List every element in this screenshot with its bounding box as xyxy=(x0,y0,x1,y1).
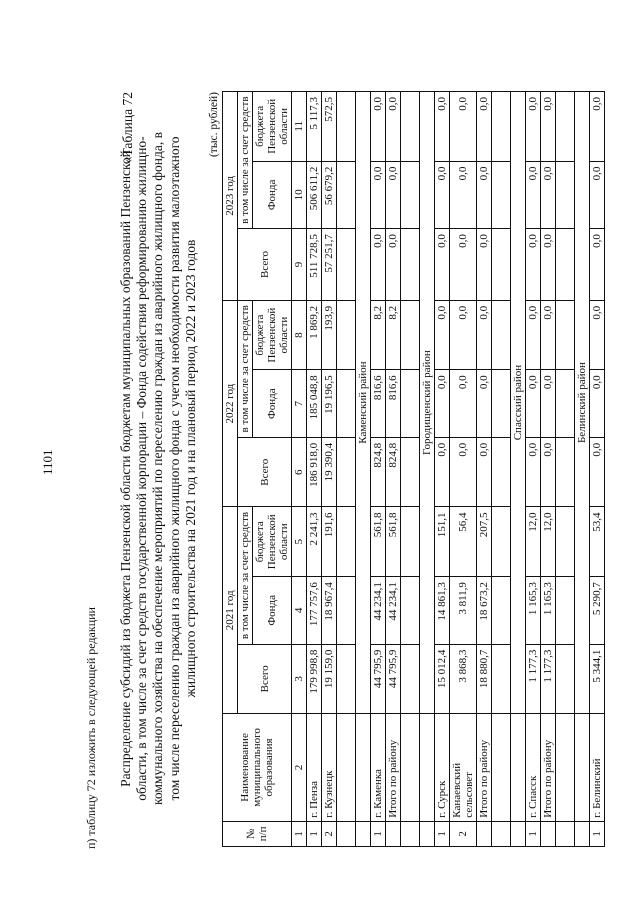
separator-row xyxy=(492,92,511,847)
empty-cell xyxy=(420,714,435,822)
value-cell: 18 880,7 xyxy=(477,644,492,714)
value-cell: 5 344,1 xyxy=(590,644,605,714)
empty-cell xyxy=(337,577,356,644)
row-number: 2 xyxy=(450,821,477,846)
value-cell: 186 918,0 xyxy=(307,437,322,507)
value-cell: 0,0 xyxy=(450,370,477,437)
empty-cell xyxy=(492,161,511,228)
value-cell: 0,0 xyxy=(541,161,556,228)
value-cell: 191,6 xyxy=(322,507,337,577)
empty-cell xyxy=(401,370,420,437)
value-cell: 0,0 xyxy=(526,300,541,370)
value-cell: 0,0 xyxy=(590,300,605,370)
value-cell: 12,0 xyxy=(541,507,556,577)
header-year-2023: 2023 год xyxy=(223,92,238,301)
value-cell: 511 728,5 xyxy=(307,229,322,301)
empty-cell xyxy=(492,229,511,301)
header-fund: Фонда xyxy=(253,161,292,228)
header-total: Всего xyxy=(238,229,292,301)
separator-row xyxy=(556,92,575,847)
empty-cell xyxy=(401,644,420,714)
value-cell: 5 117,3 xyxy=(307,92,322,162)
table-row xyxy=(371,92,386,847)
value-cell: 18 673,2 xyxy=(477,577,492,644)
column-number: 1 xyxy=(292,821,307,846)
value-cell: 0,0 xyxy=(541,370,556,437)
units-label: (тыс. рублей) xyxy=(208,92,220,158)
value-cell: 0,0 xyxy=(450,300,477,370)
municipality-name: г. Пенза xyxy=(307,714,322,822)
value-cell: 0,0 xyxy=(435,300,450,370)
value-cell: 0,0 xyxy=(477,437,492,507)
value-cell: 12,0 xyxy=(526,507,541,577)
value-cell: 0,0 xyxy=(450,92,477,162)
value-cell: 0,0 xyxy=(590,229,605,301)
empty-cell xyxy=(401,821,420,846)
region-header-row xyxy=(575,92,590,847)
table-row xyxy=(435,92,450,847)
table-row xyxy=(450,92,477,847)
row-number: 2 xyxy=(322,821,337,846)
value-cell: 0,0 xyxy=(371,229,386,301)
value-cell: 0,0 xyxy=(541,437,556,507)
row-number: 1 xyxy=(590,821,605,846)
column-number: 8 xyxy=(292,300,307,370)
empty-cell xyxy=(556,714,575,822)
value-cell: 3 811,9 xyxy=(450,577,477,644)
value-cell: 0,0 xyxy=(435,92,450,162)
value-cell: 0,0 xyxy=(590,92,605,162)
empty-cell xyxy=(556,577,575,644)
value-cell: 19 159,0 xyxy=(322,644,337,714)
empty-cell xyxy=(511,714,526,822)
value-cell: 0,0 xyxy=(450,161,477,228)
empty-cell xyxy=(492,370,511,437)
municipality-name: Канаевский сельсовет xyxy=(450,714,477,822)
value-cell: 0,0 xyxy=(371,92,386,162)
value-cell: 0,0 xyxy=(450,229,477,301)
title-line: жилищного строительства на 2021 год и на плановый период 2022 и 2023 годов xyxy=(182,239,198,698)
value-cell: 0,0 xyxy=(371,161,386,228)
empty-cell xyxy=(556,821,575,846)
municipality-name: г. Спасск xyxy=(526,714,541,822)
value-cell: 53,4 xyxy=(590,507,605,577)
table-row xyxy=(386,92,401,847)
header-total: Всего xyxy=(238,644,292,714)
municipality-name: г. Кузнецк xyxy=(322,714,337,822)
empty-cell xyxy=(575,821,590,846)
table-row xyxy=(322,92,337,847)
empty-cell xyxy=(337,821,356,846)
empty-cell xyxy=(556,370,575,437)
table-label: «Таблица 72 xyxy=(120,92,135,164)
value-cell: 19 390,4 xyxy=(322,437,337,507)
header-no: № п/п xyxy=(223,821,292,846)
column-number: 6 xyxy=(292,437,307,507)
value-cell: 19 196,5 xyxy=(322,370,337,437)
empty-cell xyxy=(492,644,511,714)
empty-cell xyxy=(337,714,356,822)
value-cell: 207,5 xyxy=(477,507,492,577)
value-cell: 0,0 xyxy=(435,229,450,301)
empty-cell xyxy=(492,437,511,507)
value-cell: 5 290,7 xyxy=(590,577,605,644)
municipality-name: г. Белинский xyxy=(590,714,605,822)
empty-cell xyxy=(492,577,511,644)
value-cell: 193,9 xyxy=(322,300,337,370)
title-line: Распределение субсидий из бюджета Пензенской области бюджетам муниципальных образований Пензенской xyxy=(118,150,133,787)
empty-cell xyxy=(401,229,420,301)
value-cell: 0,0 xyxy=(541,229,556,301)
value-cell: 561,8 xyxy=(371,507,386,577)
column-number: 5 xyxy=(292,507,307,577)
column-number: 3 xyxy=(292,644,307,714)
empty-cell xyxy=(511,821,526,846)
header-incl: в том числе за счет средств xyxy=(238,507,253,644)
header-fund: Фонда xyxy=(253,370,292,437)
value-cell: 44 795,9 xyxy=(371,644,386,714)
municipality-name: Итого по району xyxy=(477,714,492,822)
value-cell: 0,0 xyxy=(477,370,492,437)
region-header-row xyxy=(420,92,435,847)
value-cell: 0,0 xyxy=(526,161,541,228)
value-cell: 1 165,3 xyxy=(541,577,556,644)
column-number: 4 xyxy=(292,577,307,644)
empty-cell xyxy=(401,507,420,577)
empty-cell xyxy=(556,161,575,228)
empty-cell xyxy=(337,370,356,437)
value-cell: 0,0 xyxy=(477,229,492,301)
row-number xyxy=(541,821,556,846)
empty-cell xyxy=(356,714,371,822)
value-cell: 151,1 xyxy=(435,507,450,577)
empty-cell xyxy=(492,821,511,846)
header-name: Наименование муниципального образования xyxy=(223,714,292,822)
column-number: 10 xyxy=(292,161,307,228)
empty-cell xyxy=(337,92,356,162)
value-cell: 56,4 xyxy=(450,507,477,577)
column-number-row xyxy=(292,92,307,847)
empty-cell xyxy=(556,229,575,301)
row-number: 1 xyxy=(371,821,386,846)
empty-cell xyxy=(492,714,511,822)
table-row xyxy=(477,92,492,847)
value-cell: 0,0 xyxy=(541,300,556,370)
header-budget: бюджета Пензенской области xyxy=(253,92,292,162)
table-row xyxy=(541,92,556,847)
value-cell: 572,5 xyxy=(322,92,337,162)
value-cell: 561,8 xyxy=(386,507,401,577)
intro-text: п) таблицу 72 изложить в следующей редакции xyxy=(84,607,98,849)
column-number: 9 xyxy=(292,229,307,301)
value-cell: 56 679,2 xyxy=(322,161,337,228)
table-row xyxy=(590,92,605,847)
empty-cell xyxy=(337,437,356,507)
municipality-name: г. Каменка xyxy=(371,714,386,822)
municipality-name: г. Сурск xyxy=(435,714,450,822)
row-number xyxy=(386,821,401,846)
subsidy-table xyxy=(222,91,605,847)
empty-cell xyxy=(401,92,420,162)
empty-cell xyxy=(401,577,420,644)
column-number: 11 xyxy=(292,92,307,162)
value-cell: 1 869,2 xyxy=(307,300,322,370)
empty-cell xyxy=(556,92,575,162)
header-year-2022: 2022 год xyxy=(223,300,238,507)
region-name: Городищенский район xyxy=(420,92,435,714)
value-cell: 1 177,3 xyxy=(526,644,541,714)
empty-cell xyxy=(556,437,575,507)
header-budget: бюджета Пензенской области xyxy=(253,300,292,370)
value-cell: 8,2 xyxy=(386,300,401,370)
value-cell: 816,6 xyxy=(371,370,386,437)
value-cell: 0,0 xyxy=(435,437,450,507)
empty-cell xyxy=(337,161,356,228)
row-number: 1 xyxy=(526,821,541,846)
empty-cell xyxy=(401,714,420,822)
page-number: 1101 xyxy=(40,449,55,475)
table-row xyxy=(307,92,322,847)
value-cell: 0,0 xyxy=(435,370,450,437)
value-cell: 506 611,2 xyxy=(307,161,322,228)
region-name: Спасский район xyxy=(511,92,526,714)
value-cell: 0,0 xyxy=(477,92,492,162)
value-cell: 0,0 xyxy=(590,161,605,228)
value-cell: 14 861,3 xyxy=(435,577,450,644)
value-cell: 0,0 xyxy=(450,437,477,507)
value-cell: 1 165,3 xyxy=(526,577,541,644)
row-number: 1 xyxy=(307,821,322,846)
value-cell: 2 241,3 xyxy=(307,507,322,577)
value-cell: 1 177,3 xyxy=(541,644,556,714)
table-body xyxy=(307,92,605,847)
value-cell: 177 757,6 xyxy=(307,577,322,644)
column-number: 7 xyxy=(292,370,307,437)
separator-row xyxy=(337,92,356,847)
title-line: области, в том числе за счет средств государственной корпорации – Фонда содействия реформированию жилищно- xyxy=(134,136,150,801)
value-cell: 824,8 xyxy=(371,437,386,507)
region-header-row xyxy=(356,92,371,847)
value-cell: 0,0 xyxy=(477,161,492,228)
region-header-row xyxy=(511,92,526,847)
empty-cell xyxy=(337,507,356,577)
header-total: Всего xyxy=(238,437,292,507)
empty-cell xyxy=(492,92,511,162)
empty-cell xyxy=(575,714,590,822)
row-number: 1 xyxy=(435,821,450,846)
value-cell: 44 234,1 xyxy=(386,577,401,644)
region-name: Каменский район xyxy=(356,92,371,714)
value-cell: 0,0 xyxy=(590,370,605,437)
empty-cell xyxy=(556,300,575,370)
header-year-2021: 2021 год xyxy=(223,507,238,714)
value-cell: 0,0 xyxy=(386,229,401,301)
separator-row xyxy=(401,92,420,847)
value-cell: 816,6 xyxy=(386,370,401,437)
value-cell: 0,0 xyxy=(477,300,492,370)
value-cell: 0,0 xyxy=(386,92,401,162)
value-cell: 0,0 xyxy=(435,161,450,228)
table-row xyxy=(526,92,541,847)
value-cell: 15 012,4 xyxy=(435,644,450,714)
empty-cell xyxy=(401,300,420,370)
column-number: 2 xyxy=(292,714,307,822)
value-cell: 179 998,8 xyxy=(307,644,322,714)
title-line: коммунального хозяйства на обеспечение мероприятий по переселению граждан из аварийного жилищного фонда, в xyxy=(150,132,166,805)
row-number xyxy=(477,821,492,846)
table-title xyxy=(118,96,199,841)
municipality-name: Итого по району xyxy=(386,714,401,822)
region-name: Белинский район xyxy=(575,92,590,714)
value-cell: 0,0 xyxy=(541,92,556,162)
title-line: том числе переселению граждан из аварийного жилищного фонда с учетом необходимости развития малоэтажного xyxy=(166,136,182,801)
empty-cell xyxy=(356,821,371,846)
value-cell: 44 795,9 xyxy=(386,644,401,714)
value-cell: 0,0 xyxy=(526,437,541,507)
value-cell: 185 048,8 xyxy=(307,370,322,437)
table-header xyxy=(223,92,307,847)
empty-cell xyxy=(337,229,356,301)
empty-cell xyxy=(556,507,575,577)
empty-cell xyxy=(401,437,420,507)
header-fund: Фонда xyxy=(253,577,292,644)
value-cell: 57 251,7 xyxy=(322,229,337,301)
value-cell: 0,0 xyxy=(526,370,541,437)
value-cell: 44 234,1 xyxy=(371,577,386,644)
empty-cell xyxy=(401,161,420,228)
value-cell: 0,0 xyxy=(526,92,541,162)
value-cell: 8,2 xyxy=(371,300,386,370)
header-incl: в том числе за счет средств xyxy=(238,300,253,437)
municipality-name: Итого по району xyxy=(541,714,556,822)
value-cell: 3 868,3 xyxy=(450,644,477,714)
value-cell: 0,0 xyxy=(386,161,401,228)
empty-cell xyxy=(337,644,356,714)
value-cell: 0,0 xyxy=(590,437,605,507)
empty-cell xyxy=(492,300,511,370)
empty-cell xyxy=(337,300,356,370)
header-incl: в том числе за счет средств xyxy=(238,92,253,229)
empty-cell xyxy=(556,644,575,714)
value-cell: 18 967,4 xyxy=(322,577,337,644)
empty-cell xyxy=(420,821,435,846)
value-cell: 0,0 xyxy=(526,229,541,301)
value-cell: 824,8 xyxy=(386,437,401,507)
empty-cell xyxy=(492,507,511,577)
header-budget: бюджета Пензенской области xyxy=(253,507,292,577)
